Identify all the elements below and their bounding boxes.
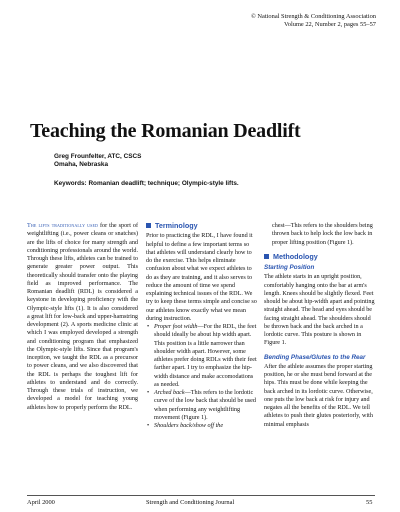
square-bullet-icon [146, 223, 151, 228]
author-name: Greg Frounfelter, ATC, CSCS [54, 153, 142, 160]
subheading-starting-position: Starting Position [264, 264, 315, 271]
article-title: Teaching the Romanian Deadlift [30, 120, 301, 142]
list-item [154, 389, 257, 422]
lead-in: The lifts traditionally used [27, 223, 98, 229]
term: Arched back [154, 390, 185, 396]
author-block [54, 153, 141, 170]
terminology-intro: Prior to practicing the RDL, I have found it helpful to define a few important terms so that athletes will understand clearly how to do the exercise. This helps eliminate confusion about what we expect athletes to do as they are training, and it also serves to reduce the amount of time we spend explaining technical issues of the RDL. We try to keep these terms simple and concise so our athletes know exactly what we mean during instruction. [146, 233, 257, 322]
term-definition: —This refers to the lordotic curve of the low back that should be used when performing any weightlifting movement (Figure 1). [154, 390, 256, 421]
square-bullet-icon [264, 254, 269, 259]
header-line-1: © National Strength & Conditioning Association [250, 13, 376, 20]
author-location: Omaha, Nebraska [54, 161, 108, 169]
journal-header [136, 13, 376, 29]
section-heading-terminology [146, 222, 257, 230]
footer-date: April 2000 [27, 499, 55, 506]
bending-phase-paragraph: After the athlete assumes the proper starting position, he or she must bend forward at the hips. This must be done while keeping the back arched in its lordotic curve. Otherwise, one puts the low back at risk for injury and negates all the benefits of the RDL. We tell athletes to push their glutes posteriorly, with minimal emphasis [264, 363, 373, 428]
footer-journal: Strength and Conditioning Journal [146, 499, 235, 506]
header-line-2: Volume 22, Number 2, pages 55–57 [283, 20, 376, 28]
keywords: Keywords: Romanian deadlift; technique; Olympic-style lifts. [54, 180, 239, 187]
term: Proper foot width [154, 324, 198, 330]
term-definition: —For the RDL, the feet should ideally be about hip width apart. This position is a little narrower than shoulder width apart. However, some athletes prefer doing RDLs with their feet farther apart. I try to emphasize the hip-width distance and make accomodations as needed. [154, 324, 257, 388]
intro-body: for the sport of weightlifting (i.e., power cleans or snatches) are the lifts of choice for many strength and conditioning professionals around the world. Through these lifts, athletes can be trained to generate greater power output. This theoretically should transfer onto the playing field as improved performance. The Romanian deadlift (RDL) is considered a keystone in developing proficiency with the Olympic-style lifts (1). It is also considered a great lift for low-back and upper-hamstring development (2). A sports medicine clinic at which I was employed developed a strength and conditioning program that emphasized the Olympic-style lifts. Since that program's inception, we taught the RDL as a precursor to power cleans, and we also discovered that the RDL is perhaps the toughest lift for athletes to understand and do correctly. Through these trials of instruction, we developed a model for teaching young athletes how to properly perform the RDL. [27, 223, 138, 411]
footer-rule [27, 495, 375, 496]
term-continuation: chest—This refers to the shoulders being thrown back to help lock the low back in proper lifting position (Figure 1). [272, 223, 373, 246]
list-item [154, 323, 257, 389]
column-2 [146, 222, 257, 430]
page-number: 55 [366, 499, 373, 506]
section-heading-methodology [264, 253, 375, 261]
section-heading-label: Terminology [155, 221, 198, 230]
term: Shoulders back/show off the [154, 423, 224, 429]
terminology-list [146, 323, 257, 430]
starting-position-paragraph: The athlete starts in an upright position, comfortably hanging onto the bar at arm's length. Knees should be slightly flexed. Feet should be about hip-width apart and pointing straight ahead. The head and eyes should be facing straight ahead. The shoulders should be thrown back and the back arched in a lordotic curve. This posture is shown in Figure 1. [264, 274, 375, 347]
column-3 [264, 222, 375, 429]
section-heading-label: Methodology [273, 251, 318, 261]
subheading-bending-phase: Bending Phase/Glutes to the Rear [264, 353, 366, 361]
intro-paragraph [27, 222, 138, 412]
list-item [154, 422, 257, 430]
column-1 [27, 222, 138, 412]
